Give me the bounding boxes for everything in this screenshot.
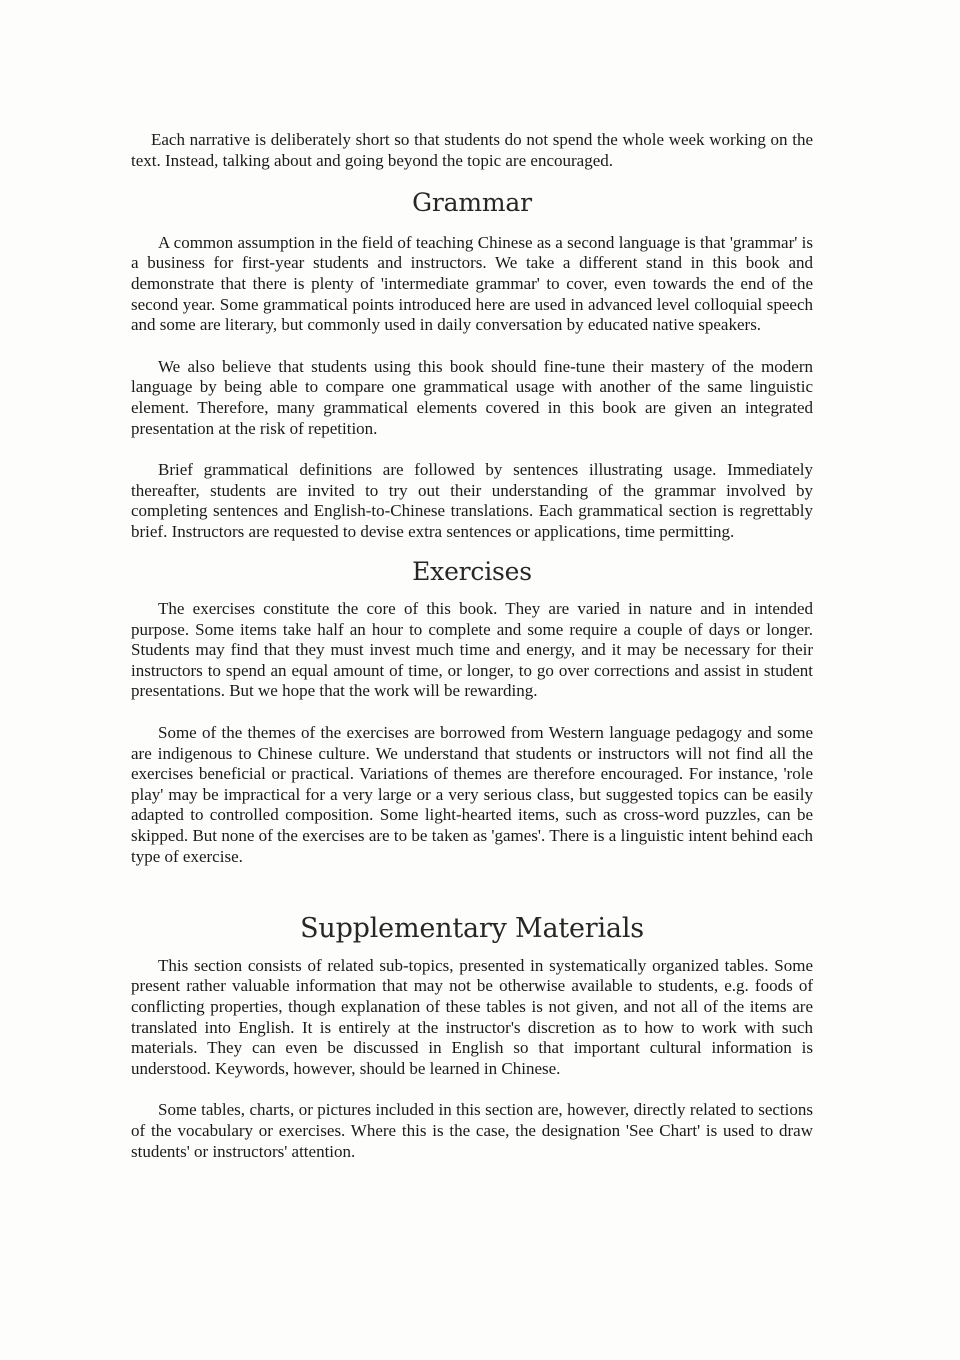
intro-paragraph: Each narrative is deliberately short so that students do not spend the whole week working on the text. Instead, talking about and going beyond the topic are encouraged. — [131, 130, 813, 170]
grammar-paragraph: Brief grammatical definitions are followed by sentences illustrating usage. Immediately thereafter, students are invited to try out their understanding of the grammar involved by completing sentences and English-to-Chinese translations. Each grammatical section is regrettably brief. Instructors are requested to devise extra sentences or applications, time permitting. — [131, 460, 813, 541]
supplementary-heading: Supplementary Materials — [300, 913, 644, 945]
exercises-paragraph: The exercises constitute the core of this book. They are varied in nature and in intended purpose. Some items take half an hour to complete and some require a couple of days or longer. Students may find that they must invest much time and energy, and it may be necessary for their instructors to spend an equal amount of time, or longer, to go over corrections and assist in student presentations. But we hope that the work will be rewarding. — [131, 599, 813, 701]
page-content — [131, 130, 813, 1162]
supplementary-paragraph: This section consists of related sub-topics, presented in systematically organized tables. Some present rather valuable information that may not be otherwise available to students, e.g. foods of conflicting properties, though explanation of these tables is not given, and not all of the items are translated into English. It is entirely at the instructor's discretion as to how to work with such materials. They can even be discussed in English so that important cultural information is understood. Keywords, however, should be learned in Chinese. — [131, 955, 813, 1078]
exercises-paragraph: Some of the themes of the exercises are borrowed from Western language pedagogy and some are indigenous to Chinese culture. We understand that students or instructors will not find all the exercises beneficial or practical. Variations of themes are therefore encouraged. For instance, 'role play' may be impractical for a very large or a very serious class, but suggested topics can be easily adapted to controlled composition. Some light-hearted items, such as cross-word puzzles, can be skipped. But none of the exercises are to be taken as 'games'. There is a linguistic intent behind each type of exercise. — [131, 723, 813, 866]
supplementary-paragraph: Some tables, charts, or pictures included in this section are, however, directly related to sections of the vocabulary or exercises. Where this is the case, the designation 'See Chart' is used to draw students' or instructors' attention. — [131, 1100, 813, 1161]
grammar-paragraph: We also believe that students using this book should fine-tune their mastery of the modern language by being able to compare one grammatical usage with another of the same linguistic element. Therefore, many grammatical elements covered in this book are given an integrated presentation at the risk of repetition. — [131, 356, 813, 438]
grammar-paragraph: A common assumption in the field of teaching Chinese as a second language is that 'grammar' is a business for first-year students and instructors. We take a different stand in this book and demonstrate that there is plenty of 'intermediate grammar' to cover, even towards the end of the second year. Some grammatical points introduced here are used in advanced level colloquial speech and some are literary, but commonly used in daily conversation by educated native speakers. — [131, 232, 813, 335]
exercises-heading: Exercises — [412, 556, 532, 586]
grammar-heading: Grammar — [412, 188, 532, 218]
